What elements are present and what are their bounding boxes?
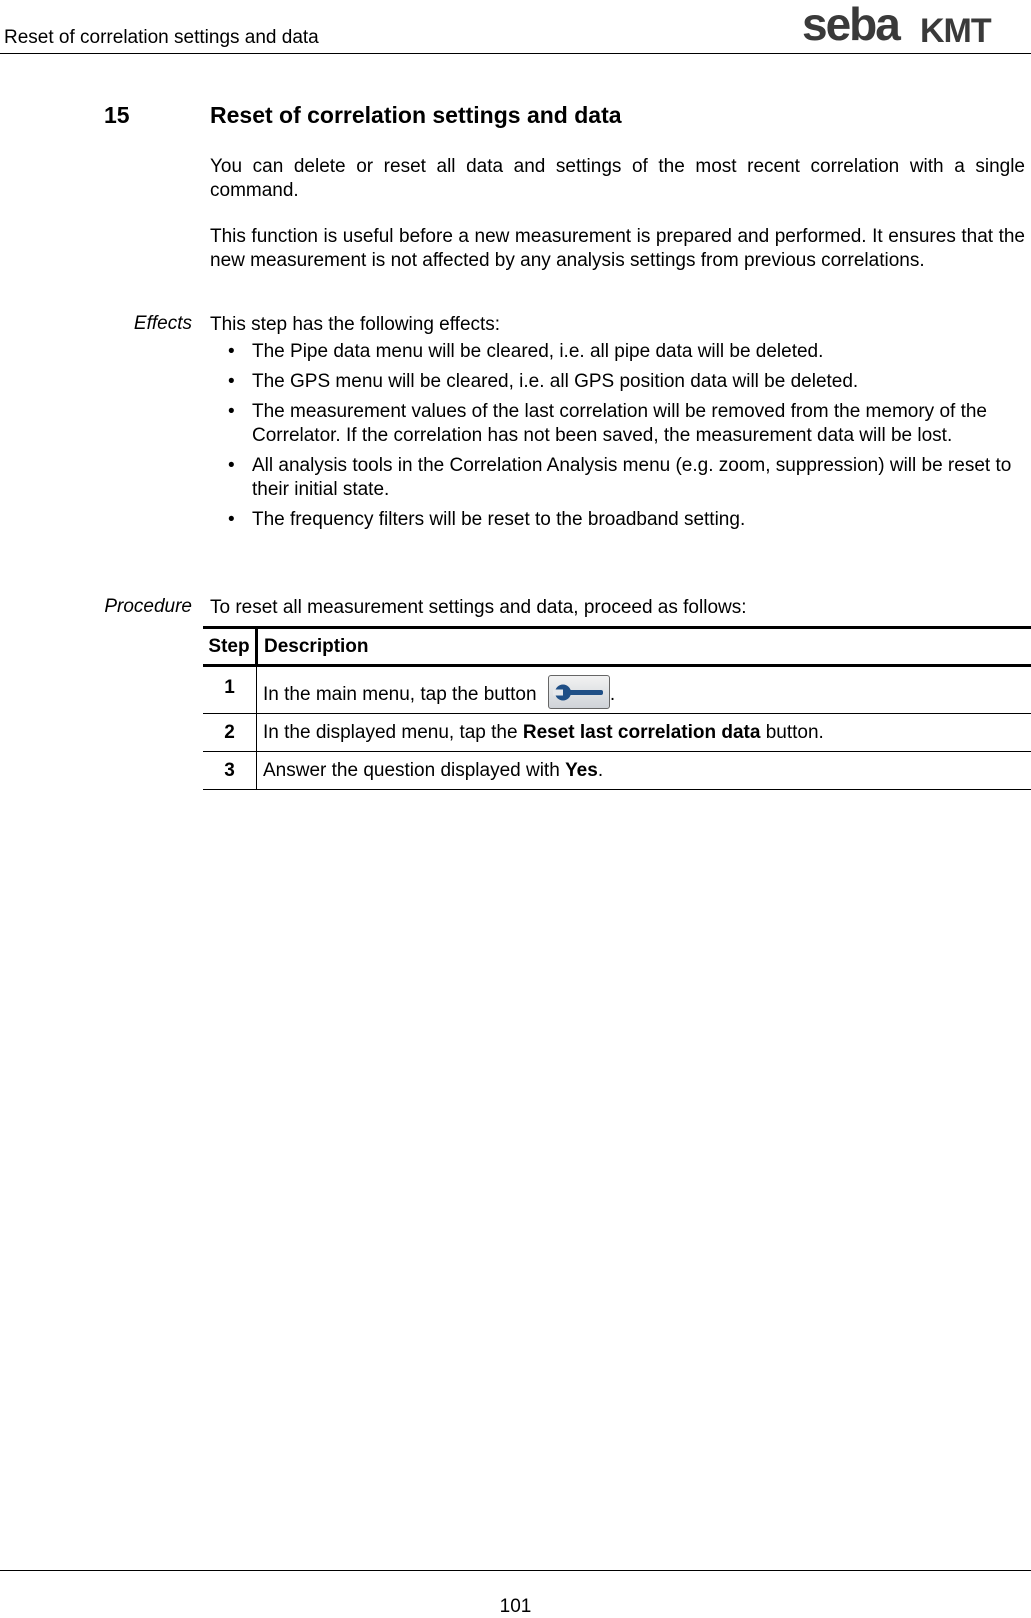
step-number: 2 (203, 714, 257, 752)
table-header-row (203, 628, 1031, 666)
step-bold-text: Reset last correlation data (522, 721, 761, 743)
step-text-before: In the displayed menu, tap the (263, 721, 523, 743)
header-title: Reset of correlation settings and data (4, 27, 319, 48)
step-description (257, 752, 1031, 790)
page-number: 101 (499, 1596, 532, 1617)
step-number: 1 (203, 666, 257, 714)
page-header (0, 0, 1031, 54)
step-suffix: . (609, 684, 616, 706)
wrench-icon (549, 676, 609, 708)
step-text-after: . (597, 759, 604, 781)
bullet-marker: • (228, 455, 235, 476)
procedure-table (203, 626, 1031, 790)
effects-label: Effects (133, 313, 192, 334)
list-item-text: All analysis tools in the Correlation Analysis menu (e.g. zoom, suppression) will be reset to their initial state. (252, 455, 1012, 500)
svg-text:seba: seba (802, 4, 899, 48)
effects-intro: This step has the following effects: (210, 314, 501, 335)
procedure-intro: To reset all measurement settings and data, proceed as follows: (210, 597, 747, 618)
list-item-text: The GPS menu will be cleared, i.e. all GPS position data will be deleted. (252, 371, 859, 392)
bullet-marker: • (228, 401, 235, 422)
table-row (203, 666, 1031, 714)
page-footer-rule (0, 1570, 1031, 1571)
table-row (203, 752, 1031, 790)
step-text-after: button. (760, 721, 824, 743)
step-description (257, 666, 1031, 714)
list-item (210, 400, 1025, 448)
list-item-text: The frequency filters will be reset to the broadband setting. (252, 509, 746, 530)
step-bold-text: Yes (565, 759, 598, 781)
list-item (210, 454, 1025, 502)
description-column-header: Description (264, 635, 369, 657)
sebakmt-logo (802, 4, 1025, 48)
intro-paragraph-2: This function is useful before a new measurement is prepared and performed. It ensures that the new measurement is not affected by any analysis settings from previous correlations. (210, 226, 1025, 271)
list-item (210, 370, 1025, 394)
step-text: In the main menu, tap the button (263, 684, 537, 706)
list-item-text: The measurement values of the last correlation will be removed from the memory of the Correlator. If the correlation has not been saved, the measurement data will be lost. (252, 401, 987, 446)
step-description (257, 714, 1031, 752)
list-item-text: The Pipe data menu will be cleared, i.e. all pipe data will be deleted. (252, 341, 824, 362)
bullet-marker: • (228, 509, 235, 530)
table-row (203, 714, 1031, 752)
step-column-header: Step (203, 628, 257, 666)
intro-paragraph-1: You can delete or reset all data and settings of the most recent correlation with a single command. (210, 156, 1025, 201)
section-title: Reset of correlation settings and data (210, 102, 622, 128)
list-item (210, 508, 1025, 532)
step-number: 3 (203, 752, 257, 790)
procedure-label: Procedure (104, 596, 192, 617)
bullet-marker: • (228, 341, 235, 362)
section-number: 15 (104, 102, 130, 128)
wrench-button[interactable] (548, 675, 610, 709)
svg-text:KMT: KMT (920, 12, 991, 48)
effects-list (210, 340, 1025, 538)
list-item (210, 340, 1025, 364)
bullet-marker: • (228, 371, 235, 392)
step-text-before: Answer the question displayed with (263, 759, 566, 781)
